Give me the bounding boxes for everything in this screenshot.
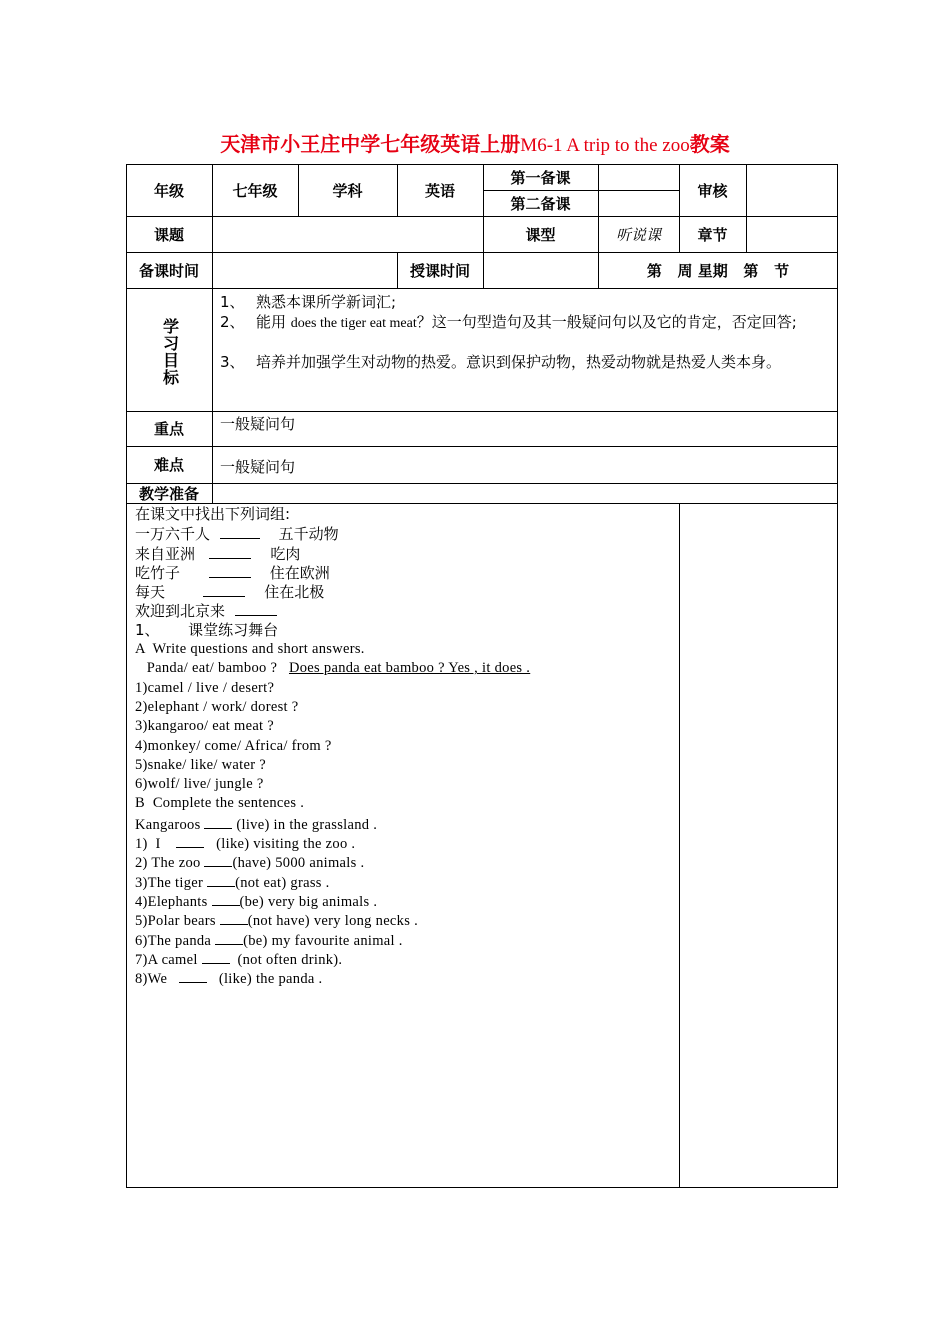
chapter-label: 章节 <box>697 225 728 244</box>
item-post: (not have) very long necks . <box>247 913 419 930</box>
example-answer: Does panda eat bamboo ? Yes , it does . <box>288 660 531 677</box>
part-b-item <box>135 833 675 852</box>
part-a-item: 6)wolf/ live/ jungle ? <box>135 776 264 793</box>
item-pre: 6)The panda <box>135 932 212 949</box>
part-b-item <box>135 891 675 910</box>
key-points-label: 重点 <box>153 420 184 438</box>
goal-text: 培养并加强学生对动物的热爱。意识到保护动物，热爱动物就是热爱人类本身。 <box>256 353 782 371</box>
goal-item-1 <box>220 292 830 312</box>
item-pre: 4)Elephants <box>135 893 208 910</box>
lesson-type-value: 听说课 <box>615 225 661 244</box>
item-post: (not often drink). <box>237 951 343 968</box>
item-pre: 2) The zoo <box>135 855 201 872</box>
goal-number: 1、 <box>220 293 245 311</box>
phrase-b: 住在北极 <box>264 583 325 602</box>
item-pre: 8)We <box>135 971 168 988</box>
part-b-item <box>135 930 675 949</box>
phrase-b: 住在欧洲 <box>269 563 330 582</box>
part-a-item: 5)snake/ like/ water ? <box>135 756 267 773</box>
goal-text: 熟悉本课所学新词汇; <box>256 293 397 311</box>
teaching-prep-label: 教学准备 <box>138 484 199 503</box>
goals-label <box>160 318 182 386</box>
phrase-row <box>135 544 675 563</box>
goals-label-char: 目 <box>162 351 179 370</box>
part-b-item <box>135 872 675 891</box>
title-cn-suffix: 教案 <box>689 132 730 156</box>
phrase-row <box>135 563 675 582</box>
item-post: (like) the panda . <box>218 971 323 988</box>
phrase-a: 欢迎到北京来 <box>135 602 226 621</box>
phrase-a: 来自亚洲 <box>135 544 196 563</box>
section-heading: 1、 课堂练习舞台 <box>135 620 279 639</box>
part-a-item: 3)kangaroo/ eat meat ? <box>135 718 275 735</box>
item-pre: Kangaroos <box>135 816 201 833</box>
lesson-type-label: 课型 <box>525 225 556 244</box>
item-post: (not eat) grass . <box>235 874 330 891</box>
phrase-a: 每天 <box>135 583 166 602</box>
example-question: Panda/ eat/ bamboo ? <box>146 660 278 677</box>
item-pre: 7)A camel <box>135 951 198 968</box>
item-post: (live) in the grassland . <box>236 816 378 833</box>
subject-label: 学科 <box>332 181 363 200</box>
goals-label-char: 标 <box>162 368 179 387</box>
schedule-text: 第 周 星期 第 节 <box>646 261 790 280</box>
goals-label-char: 学 <box>162 317 179 336</box>
part-a-title: A Write questions and short answers. <box>135 641 365 658</box>
phrase-row <box>135 524 675 543</box>
title-en-part: M6-1 A trip to the zoo <box>520 135 690 156</box>
key-points-value: 一般疑问句 <box>220 415 296 433</box>
phrase-b: 吃肉 <box>270 544 301 563</box>
part-a-item: 1)camel / live / desert? <box>135 679 275 696</box>
phrase-a: 吃竹子 <box>135 563 181 582</box>
topic-label: 课题 <box>153 225 184 244</box>
lesson-content <box>135 505 675 987</box>
prep-time-label: 备课时间 <box>138 261 199 280</box>
goal-text <box>256 312 830 334</box>
part-b-item <box>135 968 675 987</box>
goal-text-a: 能用 <box>256 313 287 331</box>
part-b-item <box>135 910 675 929</box>
item-pre: 3)The tiger <box>135 874 204 891</box>
item-pre: 5)Polar bears <box>135 913 216 930</box>
phrase-row <box>135 582 675 601</box>
item-post: (like) visiting the zoo . <box>216 836 356 853</box>
difficulty-label: 难点 <box>153 456 184 474</box>
item-post: (be) very big animals . <box>239 893 378 910</box>
item-post: (have) 5000 animals . <box>232 855 365 872</box>
first-prep-label: 第一备课 <box>510 168 571 187</box>
goal-text-b: ？这一句型造句及其一般疑问句以及它的肯定，否定回答; <box>416 313 797 331</box>
part-b-item <box>135 949 675 968</box>
item-post: (be) my favourite animal . <box>243 932 403 949</box>
phrase-b: 五千动物 <box>278 525 339 544</box>
grade-value: 七年级 <box>232 181 278 200</box>
second-prep-label: 第二备课 <box>510 194 571 213</box>
subject-value: 英语 <box>424 181 455 200</box>
grade-label: 年级 <box>153 181 184 200</box>
goal-item-3 <box>220 352 830 392</box>
part-a-item: 4)monkey/ come/ Africa/ from ? <box>135 737 332 754</box>
teach-time-label: 授课时间 <box>409 261 470 280</box>
part-b-title: B Complete the sentences . <box>135 795 305 812</box>
goal-english: does the tiger eat meat <box>290 316 417 331</box>
page-title <box>0 128 950 157</box>
item-pre: 1) I <box>135 836 161 853</box>
part-b-item <box>135 814 675 833</box>
goal-number: 2、 <box>220 313 245 331</box>
part-b-item <box>135 852 675 871</box>
goals-label-char: 习 <box>162 334 179 353</box>
title-cn-prefix: 天津市小王庄中学七年级英语上册 <box>220 132 521 156</box>
goal-number: 3、 <box>220 353 245 371</box>
phrase-row <box>135 601 675 620</box>
phrase-a: 一万六千人 <box>135 525 211 544</box>
content-intro: 在课文中找出下列词组: <box>135 505 291 523</box>
review-label: 审核 <box>697 181 728 200</box>
goal-item-2 <box>220 312 830 352</box>
part-a-example <box>135 659 675 678</box>
part-a-item: 2)elephant / work/ dorest ? <box>135 698 299 715</box>
difficulty-value: 一般疑问句 <box>220 458 296 476</box>
